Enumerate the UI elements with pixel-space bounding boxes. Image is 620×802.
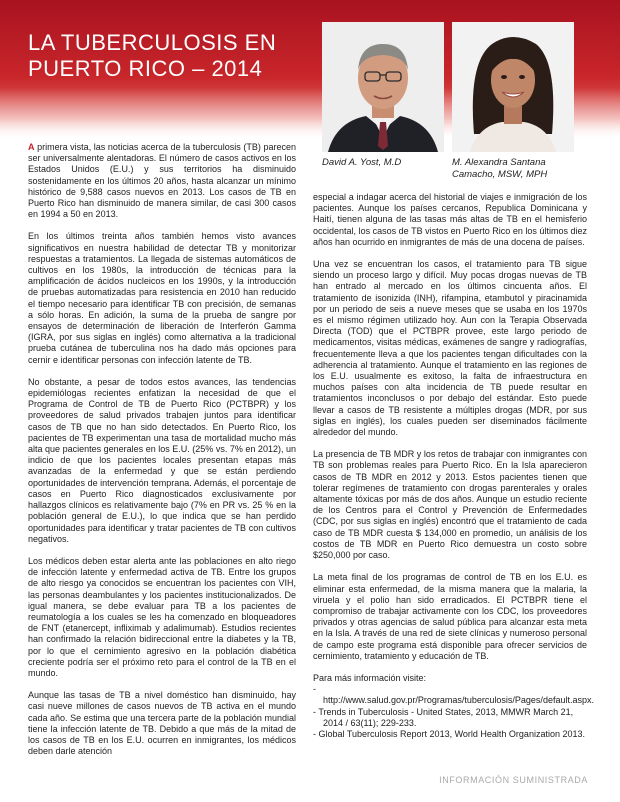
author-role: Camacho, MSW, MPH [452,169,548,180]
author-caption-1 [322,157,401,169]
author-caption-2 [452,157,547,181]
references-list [313,684,594,740]
article-paragraph: En los últimos treinta años también hemos visto avances significativos en nuestra habilidad de detectar TB y monitorizar respuestas a tratamientos. La llegada de sistemas automáticos de cultivos en los 1980s, la introducción de técnicas para la amplificación de ácidos nucleicos en los 1990s, y la introducción de pruebas automatizadas para resistencia en 2010 han reducido el tiempo necesario para identificar TB con precisión, de semanas a sólo horas. En adición, la suma de la prueba de sangre por ensayos de determinación de liberación de Interferón Gamma (IGRA, por sus siglas en inglés) como alternativa a la tradicional prueba cutánea de tuberculina nos ha dado más opciones para cernir e identificar personas con infección latente de TB. [28,231,296,365]
article-paragraph [28,142,296,220]
article-column-left [28,142,296,768]
article-title-line-2: PUERTO RICO – 2014 [28,56,263,81]
article-title-line-1: LA TUBERCULOSIS EN [28,30,277,55]
footer-source-label: INFORMACIÓN SUMINISTRADA [439,775,588,785]
reference-item: - Global Tuberculosis Report 2013, World Health Organization 2013. [313,728,585,739]
article-paragraph: especial a indagar acerca del historial de viajes e inmigración de los pacientes. Aunque los países cercanos, Republica Dominicana y Haití, tienen alguna de las tasas más altas de TB en el hemisferio occidental, los casos de TB vistos en Puerto Rico en los últimos diez años han ocurrido en inmigrantes de más de una docena de países. [313,192,587,247]
article-title [28,30,276,82]
author-name: M. Alexandra Santana [452,157,546,168]
article-paragraph: No obstante, a pesar de todos estos avances, las tendencias epidemiólogas recientes enfatizan la necesidad de que el Programa de Control de TB de Puerto Rico (PCTBPR) y los proveedores de salud privados trabajen juntos para identificar casos de TB que no han sido detectados. En Puerto Rico, los pacientes de TB experimentan una tasa de mortalidad mucho más alta que pacientes generales en los E.U. (25% vs. 7% en 2012), un indicio de que los pacientes locales presentan etapas más avanzadas de la enfermedad y que se están perdiendo oportunidades de intervención temprana. Además, el porcentaje de casos en Puerto Rico diagnosticados exclusivamente por hallazgos clínicos es relativamente bajo (7% en PR vs. 25 % en la población general de E.U.), lo que indica que se han perdido oportunidades para identificar y tratar pacientes de TB con cultivos negativos. [28,376,296,544]
reference-item: - http://www.salud.gov.pr/Programas/tuberculosis/Pages/default.aspx. [313,684,594,706]
reference-item: - Trends in Tuberculosis - United States, 2013, MMWR March 21, 2014 / 63(11); 229-233. [313,706,574,728]
author-photo-alexandra-santana [452,22,574,152]
article-paragraph: La presencia de TB MDR y los retos de trabajar con inmigrantes con TB son problemas reales para Puerto Rico. En la Isla aparecieron casos de TB MDR en 2012 y 2013. Estos pacientes tienen que tolerar regímenes de tratamiento con drogas parenterales y orales altamente tóxicas por más de dos años. Aunque un estudio reciente de los Centros para el Control y Prevención de Enfermedades (CDC, por sus siglas en inglés) encontró que el tratamiento de cada caso de TB MDR cuesta $ 134,000 en promedio, un análisis de los costos de TB MDR en Puerto Rico demuestra un costo sobre $250,000 por caso. [313,449,587,561]
article-paragraph: Aunque las tasas de TB a nivel doméstico han disminuido, hay casi nueve millones de casos nuevos de TB activa en el mundo cada año. Se estima que una tercera parte de la población mundial tiene la infección latente de TB. Debido a que más de la mitad de los casos de TB en los E.U. ocurren en inmigrantes, los médicos deben darle atención [28,690,296,757]
article-paragraph: Los médicos deben estar alerta ante las poblaciones en alto riego de infección latente y enfermedad activa de TB. Entre los grupos de alto riesgo ya conocidos se encuentran los pacientes con VIH, las personas deambulantes y los pacientes institucionalizados. De igual manera, se debe evaluar para TB a los pacientes de reumatología a los cuales se les ha comenzado en bloqueadores de FNT (etanercept, infliximab y adalimumab). Estudios recientes han confirmado la relación bidireccional entre la diabetes y la TB, por lo que el cernimiento agresivo en la población diabética creciente podría ser el próximo reto para el control de la TB en el mundo. [28,555,296,678]
references-heading: Para más información visite: [313,672,427,683]
paragraph-text: primera vista, las noticias acerca de la tuberculosis (TB) parecen ser universalmente alentadoras. El número de casos activos en los Estados Unidos (E.U.) y sus territorios ha disminuido sostenidamente en los últimos 20 años, hasta alcanzar un mínimo histórico de 9,588 casos nuevos en 2013. Los casos de TB en Puerto Rico han disminuido de manera similar, de casi 300 casos en 1994 a 50 en 2013. [28,142,296,220]
article-paragraph: Una vez se encuentran los casos, el tratamiento para TB sigue siendo un proceso largo y difícil. Muy pocas drogas nuevas de TB han entrado al mercado en los últimos cincuenta años. El tratamiento de isonizida (INH), rifampina, etambutol y piracinamida por un periodo de seis a nueve meses que se usaba en los 1970s es el mismo régimen utilizado hoy. Aun con la Terapia Observada Directa (TOD) que el PCTBPR provee, este largo periodo de medicamentos, visitas médicas, exámenes de sangre y radiografías, frecuentemente lleva a que los pacientes tengan dificultades con la adherencia al tratamiento. Aunque el tratamiento en las regiones de los E.U. usualmente es exitoso, la falta de infraestructura en muchos países con alta incidencia de TB puede resultar en tratamientos inconclusos o por debajo del estándar. Esto puede llevar a casos de TB resistente a múltiples drogas (MDR, por sus siglas en inglés), los cuales pueden ser diseminados fácilmente alrededor del mundo. [313,259,587,438]
article-column-right [313,192,594,740]
author-name: David A. Yost, M.D [322,157,402,168]
drop-cap: A [28,142,35,152]
author-photo-david-yost [322,22,444,152]
article-paragraph: La meta final de los programas de control de TB en los E.U. es eliminar esta enfermedad, de la misma manera que la malaria, la viruela y el polio han sido erradicados. El PCTBPR tiene el compromiso de trabajar activamente con los CDC, los proveedores privados y otras agencias de salud pública para alcanzar esta meta en la Isla. A través de una red de siete clínicas y numeroso personal de campo este programa está disponible para ofrecer servicios de cernimiento, tratamiento y educación de TB. [313,572,587,661]
